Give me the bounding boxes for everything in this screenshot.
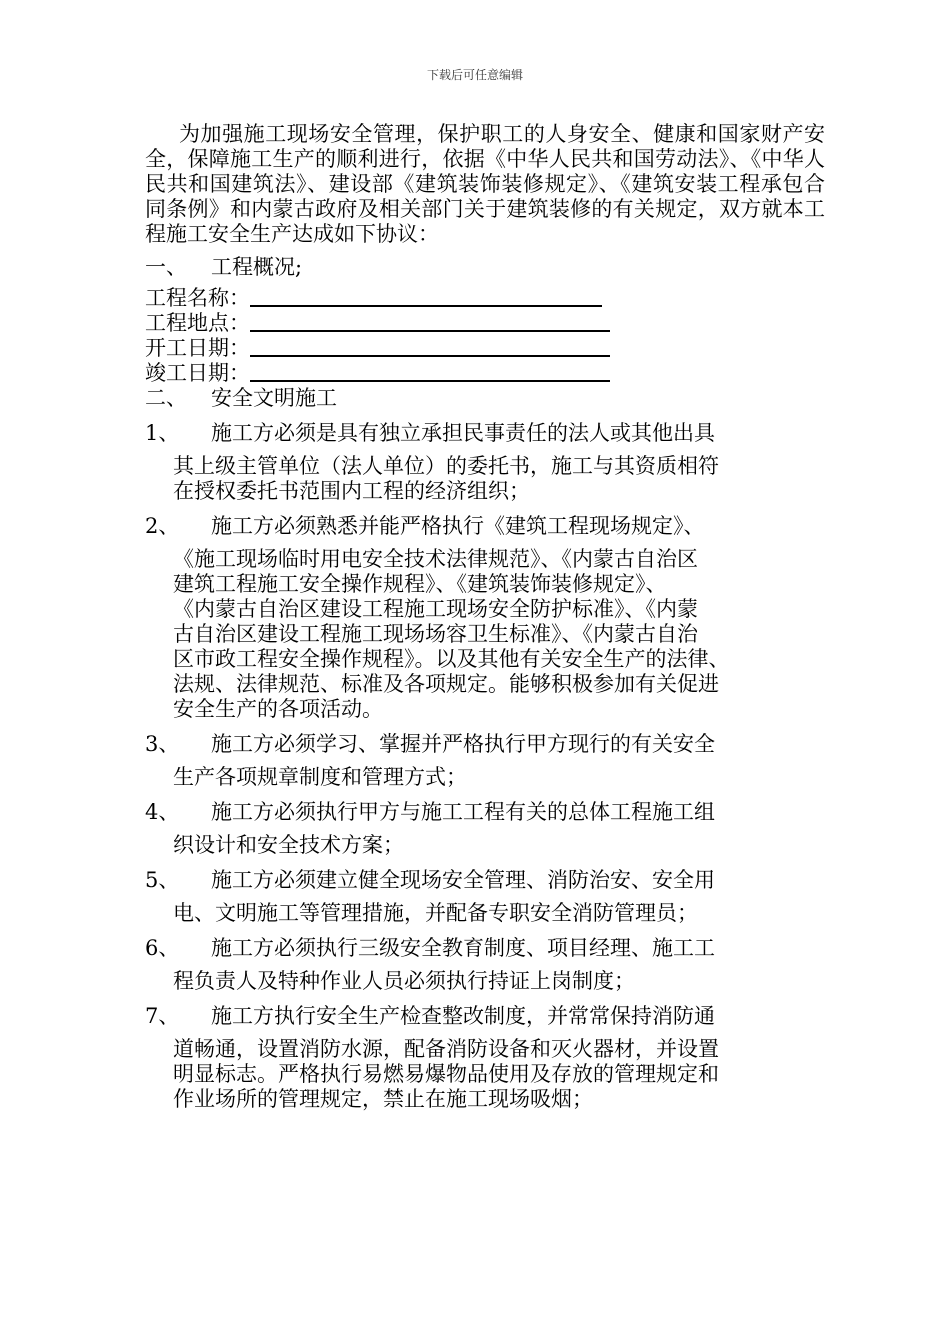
item-line: 法规、法律规范、标准及各项规定。能够积极参加有关促进: [173, 672, 719, 696]
item-first-line: [145, 800, 825, 825]
item-number: 5、: [145, 868, 180, 892]
section-number: 一、: [145, 255, 187, 279]
item-number: 1、: [145, 421, 180, 445]
item-line: 在授权委托书范围内工程的经济组织；: [173, 479, 530, 503]
item-line: 建筑工程施工安全操作规程》、《建筑装饰装修规定》、: [173, 572, 667, 596]
field-project-name: [145, 286, 825, 311]
document-body: [145, 122, 825, 1112]
item-number: 6、: [145, 936, 180, 960]
item-continuation: [173, 969, 825, 994]
item-text: 施工方必须执行甲方与施工工程有关的总体工程施工组: [211, 800, 715, 824]
item-first-line: [145, 1004, 825, 1029]
item-list: [145, 421, 825, 1112]
blank-line: [250, 354, 610, 357]
item-first-line: [145, 732, 825, 757]
item-line: 明显标志。严格执行易燃易爆物品使用及存放的管理规定和: [173, 1062, 719, 1086]
item-number: 4、: [145, 800, 180, 824]
project-fields: [145, 286, 825, 386]
list-item: [145, 800, 825, 858]
field-label: 竣工日期：: [145, 361, 250, 385]
field-label: 工程地点：: [145, 311, 250, 335]
item-line: 电、文明施工等管理措施，并配备专职安全消防管理员；: [173, 901, 698, 925]
item-text: 施工方必须熟悉并能严格执行《建筑工程现场规定》、: [211, 514, 705, 538]
item-text: 施工方必须是具有独立承担民事责任的法人或其他出具: [211, 421, 715, 445]
item-text: 施工方必须学习、掌握并严格执行甲方现行的有关安全: [211, 732, 715, 756]
blank-line: [250, 329, 610, 332]
item-number: 2、: [145, 514, 180, 538]
item-number: 3、: [145, 732, 180, 756]
item-continuation: [173, 765, 825, 790]
list-item: [145, 421, 825, 504]
item-number: 7、: [145, 1004, 180, 1028]
field-label: 开工日期：: [145, 336, 250, 360]
item-line: 《施工现场临时用电安全技术法律规范》、《内蒙古自治区: [173, 547, 698, 571]
list-item: [145, 514, 825, 722]
item-line: 古自治区建设工程施工现场场容卫生标准》、《内蒙古自治: [173, 622, 698, 646]
item-line: 生产各项规章制度和管理方式；: [173, 765, 467, 789]
item-continuation: [173, 833, 825, 858]
item-continuation: [173, 547, 825, 722]
item-line: 程负责人及特种作业人员必须执行持证上岗制度；: [173, 969, 635, 993]
item-text: 施工方必须执行三级安全教育制度、项目经理、施工工: [211, 936, 715, 960]
item-first-line: [145, 868, 825, 893]
field-end-date: [145, 361, 825, 386]
section-heading-2: [145, 386, 825, 411]
item-first-line: [145, 936, 825, 961]
item-line: 《内蒙古自治区建设工程施工现场安全防护标准》、《内蒙: [173, 597, 698, 621]
intro-paragraph: 为加强施工现场安全管理，保护职工的人身安全、健康和国家财产安全，保障施工生产的顺利进行，依据《中华人民共和国劳动法》、《中华人民共和国建筑法》、建设部《建筑装饰装修规定》、《建筑安装工程承包合同条例》和内蒙古政府及相关部门关于建筑装修的有关规定，双方就本工程施工安全生产达成如下协议：: [145, 122, 825, 246]
item-line: 区市政工程安全操作规程》。以及其他有关安全生产的法律、: [173, 647, 730, 671]
list-item: [145, 936, 825, 994]
item-text: 施工方执行安全生产检查整改制度，并常常保持消防通: [211, 1004, 715, 1028]
field-project-location: [145, 311, 825, 336]
item-continuation: [173, 454, 825, 504]
blank-line: [250, 379, 610, 382]
item-line: 道畅通，设置消防水源，配备消防设备和灭火器材，并设置: [173, 1037, 719, 1061]
item-continuation: [173, 901, 825, 926]
item-text: 施工方必须建立健全现场安全管理、消防治安、安全用: [211, 868, 715, 892]
list-item: [145, 1004, 825, 1112]
item-first-line: [145, 514, 825, 539]
field-label: 工程名称：: [145, 286, 250, 310]
item-line: 织设计和安全技术方案；: [173, 833, 404, 857]
list-item: [145, 868, 825, 926]
item-line: 作业场所的管理规定，禁止在施工现场吸烟；: [173, 1087, 593, 1111]
list-item: [145, 732, 825, 790]
item-line: 安全生产的各项活动。: [173, 697, 383, 721]
blank-line: [250, 304, 602, 307]
item-line: 其上级主管单位（法人单位）的委托书，施工与其资质相符: [173, 454, 719, 478]
section-title: 安全文明施工: [211, 386, 337, 410]
page-header: 下载后可任意编辑: [426, 68, 523, 82]
field-start-date: [145, 336, 825, 361]
section-heading-1: [145, 255, 825, 280]
item-first-line: [145, 421, 825, 446]
item-continuation: [173, 1037, 825, 1112]
section-title: 工程概况;: [211, 255, 303, 279]
section-number: 二、: [145, 386, 187, 410]
